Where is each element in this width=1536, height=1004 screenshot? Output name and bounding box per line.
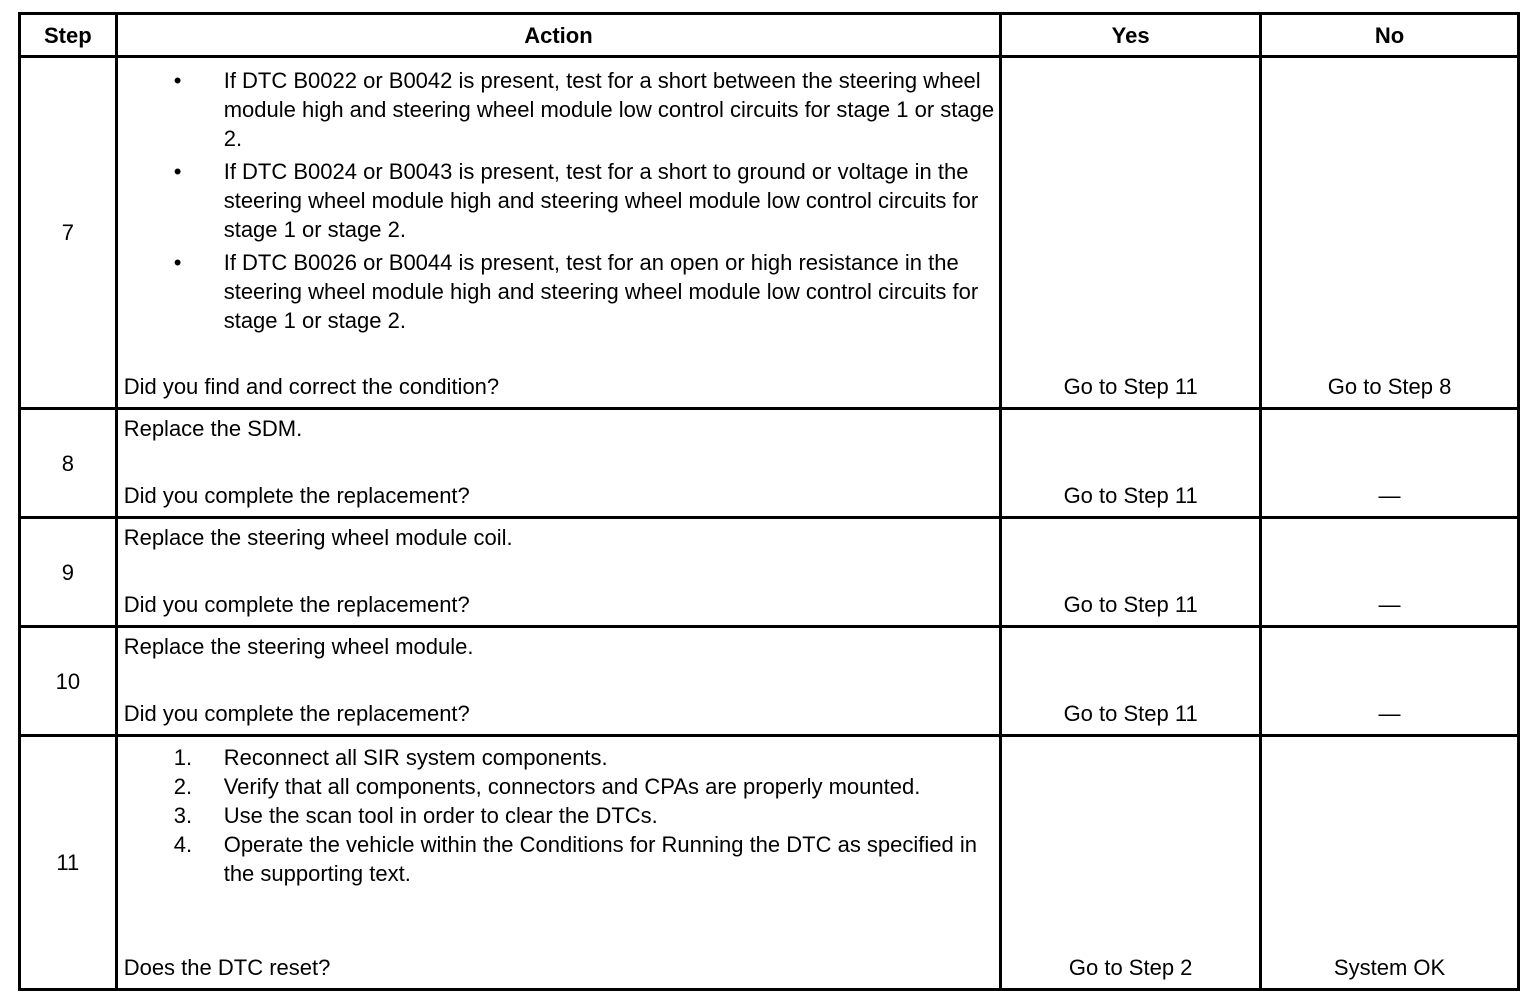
header-action: Action <box>116 14 1000 57</box>
step-number: 11 <box>20 736 117 990</box>
header-no: No <box>1261 14 1519 57</box>
action-text: Replace the steering wheel module coil. <box>123 525 513 550</box>
yes-result: Go to Step 11 <box>1001 627 1261 736</box>
question-text: Does the DTC reset? <box>123 955 331 980</box>
table-row-step-8 <box>20 409 1519 518</box>
table-row-step-11 <box>20 736 1519 990</box>
list-number: 4. <box>173 832 193 857</box>
list-item: 1. Reconnect all SIR system components. <box>173 745 608 770</box>
step-number: 9 <box>20 518 117 627</box>
list-item: 3. Use the scan tool in order to clear the DTCs. <box>173 803 658 828</box>
list-item: 2. Verify that all components, connectors and CPAs are properly mounted. <box>173 774 921 799</box>
list-number: 2. <box>173 774 193 799</box>
action-text: Replace the steering wheel module. <box>123 634 474 659</box>
action-cell <box>116 409 1000 518</box>
question-text: Did you complete the replacement? <box>123 592 470 617</box>
yes-result: Go to Step 11 <box>1001 409 1261 518</box>
step-number: 10 <box>20 627 117 736</box>
list-item: • If DTC B0026 or B0044 is present, test for an open or high resistance in the steering wheel module high and steering wheel module low control circuits for stage 1 or stage 2. <box>173 250 979 333</box>
header-step: Step <box>20 14 117 57</box>
action-cell <box>116 627 1000 736</box>
step-number: 8 <box>20 409 117 518</box>
question-text: Did you find and correct the condition? <box>123 374 500 399</box>
header-yes: Yes <box>1001 14 1261 57</box>
no-result: — <box>1261 518 1519 627</box>
action-cell <box>116 736 1000 990</box>
question-text: Did you complete the replacement? <box>123 701 470 726</box>
table-row-step-7 <box>20 57 1519 409</box>
question-text: Did you complete the replacement? <box>123 483 470 508</box>
yes-result: Go to Step 11 <box>1001 57 1261 409</box>
yes-result: Go to Step 11 <box>1001 518 1261 627</box>
header-row <box>20 14 1519 57</box>
bullet-list <box>118 58 999 335</box>
bullet-icon: • <box>173 250 182 275</box>
step-number: 7 <box>20 57 117 409</box>
list-item: • If DTC B0022 or B0042 is present, test for a short between the steering wheel module high and steering wheel module low control circuits for stage 1 or stage 2. <box>173 68 995 151</box>
no-result: System OK <box>1261 736 1519 990</box>
bullet-icon: • <box>173 159 182 184</box>
action-cell <box>116 518 1000 627</box>
list-item: 4. Operate the vehicle within the Conditions for Running the DTC as specified in the supporting text. <box>173 832 977 886</box>
list-number: 1. <box>173 745 193 770</box>
list-number: 3. <box>173 803 193 828</box>
yes-result: Go to Step 2 <box>1001 736 1261 990</box>
table-row-step-10 <box>20 627 1519 736</box>
no-result: Go to Step 8 <box>1261 57 1519 409</box>
action-cell <box>116 57 1000 409</box>
action-text: Replace the SDM. <box>123 416 303 441</box>
no-result: — <box>1261 409 1519 518</box>
bullet-icon: • <box>173 68 182 93</box>
numbered-list <box>118 737 999 888</box>
list-item: • If DTC B0024 or B0043 is present, test for a short to ground or voltage in the steering wheel module high and steering wheel module low control circuits for stage 1 or stage 2. <box>173 159 979 242</box>
table-row-step-9 <box>20 518 1519 627</box>
no-result: — <box>1261 627 1519 736</box>
diagnostic-table <box>18 12 1520 991</box>
